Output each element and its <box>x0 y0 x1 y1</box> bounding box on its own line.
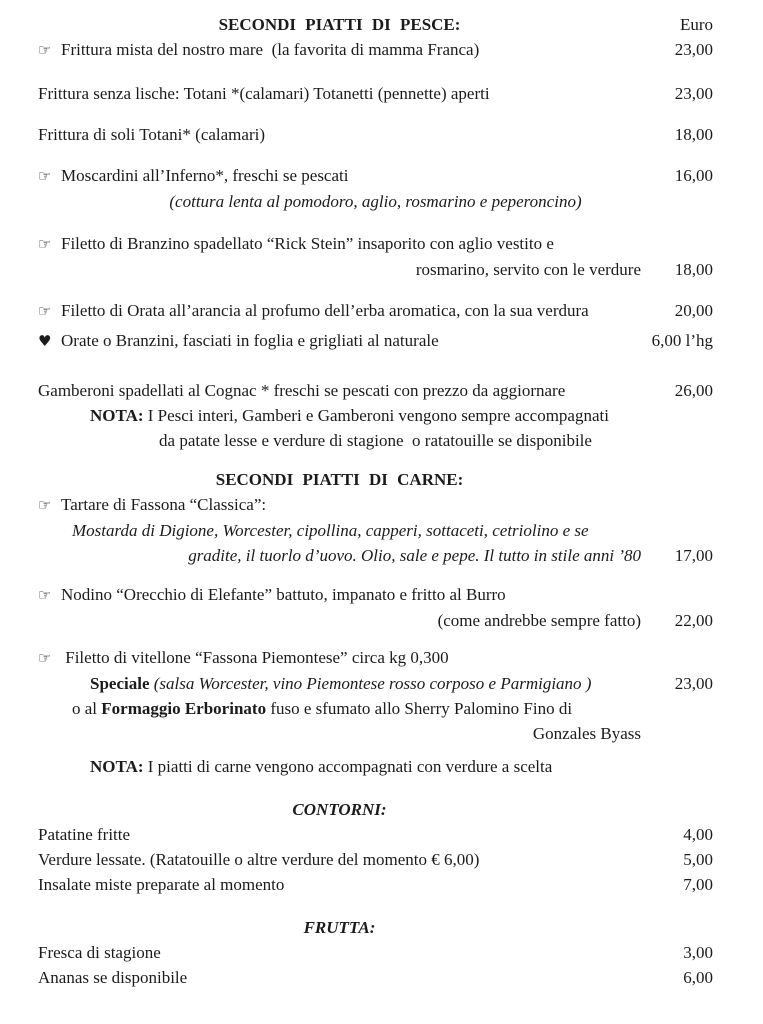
text-segment: Ananas se disponibile <box>38 968 188 987</box>
item-price: 22,00 <box>674 611 713 630</box>
menu-item-line <box>38 940 713 965</box>
menu-item <box>38 822 713 847</box>
item-text <box>38 754 713 779</box>
menu-item <box>38 582 713 633</box>
item-text <box>38 965 641 990</box>
pointing-hand-icon: ☞ <box>38 235 52 253</box>
text-segment: Gonzales Byass <box>532 724 641 743</box>
menu-item-line <box>38 754 713 779</box>
text-segment: Filetto di Branzino spadellato “Rick Stein” insaporito con aglio vestito e <box>61 234 554 253</box>
item-text <box>38 518 713 543</box>
text-segment: Filetto di vitellone “Fassona Piemontese” circa kg 0,300 <box>61 648 449 667</box>
menu-item-line <box>38 37 713 63</box>
menu-item-line <box>38 696 713 721</box>
section-heading-row <box>38 915 713 940</box>
text-segment: (come andrebbe sempre fatto) <box>437 611 641 630</box>
item-text <box>38 163 641 189</box>
text-segment: Frittura di soli Totani* (calamari) <box>38 125 265 144</box>
menu-item-line <box>38 428 713 453</box>
item-price: 17,00 <box>674 546 713 565</box>
text-segment: Moscardini all’Inferno*, freschi se pescati <box>61 166 349 185</box>
menu-item-line <box>38 231 713 257</box>
item-price: 23,00 <box>674 40 713 59</box>
text-segment: Fresca di stagione <box>38 943 161 962</box>
menu-section <box>38 797 713 822</box>
item-text <box>38 37 641 63</box>
menu-item-line <box>38 163 713 189</box>
item-text <box>38 189 713 214</box>
text-segment: da patate lesse e verdure di stagione o ratatouille se disponibile <box>159 431 592 450</box>
item-text <box>38 543 641 568</box>
menu-item <box>38 492 713 568</box>
menu-item <box>38 37 713 63</box>
menu-item <box>38 754 713 779</box>
menu-item-line <box>38 822 713 847</box>
menu-item-line <box>38 543 713 568</box>
item-price: 16,00 <box>674 166 713 185</box>
menu-item <box>38 122 713 147</box>
text-segment: Nodino “Orecchio di Elefante” battuto, impanato e fritto al Burro <box>61 585 506 604</box>
menu-item-line <box>38 81 713 106</box>
item-price: 6,00 <box>683 968 713 987</box>
item-price: 20,00 <box>674 301 713 320</box>
menu-item <box>38 231 713 282</box>
menu-section <box>38 915 713 940</box>
text-segment: (salsa Worcester, vino Piemontese rosso corposo e Parmigiano ) <box>153 674 592 693</box>
menu-item-line <box>38 965 713 990</box>
menu-item <box>38 298 713 324</box>
menu-item-line <box>38 872 713 897</box>
menu-item <box>38 872 713 897</box>
text-segment: Patatine fritte <box>38 825 131 844</box>
menu-item <box>38 163 713 214</box>
pointing-hand-icon: ☞ <box>38 649 52 667</box>
text-segment: Orate o Branzini, fasciati in foglia e grigliati al naturale <box>61 331 439 350</box>
section-heading-row <box>38 797 713 822</box>
item-price: 7,00 <box>683 875 713 894</box>
item-text <box>38 822 641 847</box>
pointing-hand-icon: ☞ <box>38 496 52 514</box>
text-segment: I Pesci interi, Gamberi e Gamberoni vengono sempre accompagnati <box>143 406 609 425</box>
text-segment: Speciale <box>90 674 154 693</box>
item-text <box>38 872 641 897</box>
section-title: SECONDI PIATTI DI CARNE: <box>215 470 464 489</box>
pointing-hand-icon: ☞ <box>38 167 52 185</box>
item-price: 3,00 <box>683 943 713 962</box>
section-title-wrap <box>38 797 641 822</box>
menu-item-line <box>38 492 713 518</box>
item-text <box>38 847 641 872</box>
section-title-wrap <box>38 467 641 492</box>
text-segment: NOTA: <box>90 757 144 776</box>
item-text <box>38 403 713 428</box>
menu-item-line <box>38 257 713 282</box>
currency-header <box>641 467 713 492</box>
menu-item-line <box>38 122 713 147</box>
text-segment: NOTA: <box>90 406 144 425</box>
section-heading-row <box>38 12 713 37</box>
text-segment: Mostarda di Digione, Worcester, cipollina, capperi, sottaceti, cetriolino e se <box>72 521 589 540</box>
menu-item-line <box>38 403 713 428</box>
text-segment: Gamberoni spadellati al Cognac * freschi se pescati con prezzo da aggiornare <box>38 381 566 400</box>
section-title: FRUTTA: <box>303 918 376 937</box>
menu-item-line <box>38 847 713 872</box>
item-price: 18,00 <box>674 125 713 144</box>
menu-item-line <box>38 582 713 608</box>
menu-item <box>38 965 713 990</box>
text-segment: Frittura senza lische: Totani *(calamari) Totanetti (pennette) aperti <box>38 84 490 103</box>
item-text <box>38 257 641 282</box>
item-text <box>38 492 713 518</box>
menu-item-line <box>38 608 713 633</box>
item-text <box>38 696 713 721</box>
item-text <box>38 721 641 746</box>
section-title: SECONDI PIATTI DI PESCE: <box>218 15 461 34</box>
item-price: 23,00 <box>674 84 713 103</box>
item-text <box>38 378 641 403</box>
pointing-hand-icon: ☞ <box>38 302 52 320</box>
menu-item-line <box>38 328 713 354</box>
section-title: CONTORNI: <box>292 800 387 819</box>
text-segment: Formaggio Erborinato <box>101 699 267 718</box>
menu-item-line <box>38 189 713 214</box>
section-title-wrap <box>38 915 641 940</box>
menu-item <box>38 940 713 965</box>
menu-item <box>38 81 713 106</box>
item-price: 4,00 <box>683 825 713 844</box>
currency-header: Euro <box>679 15 713 34</box>
menu-item <box>38 645 713 746</box>
section-heading-row <box>38 467 713 492</box>
menu-item-line <box>38 298 713 324</box>
item-price: 23,00 <box>674 674 713 693</box>
item-text <box>38 328 641 354</box>
item-text <box>38 940 641 965</box>
menu-item-line <box>38 671 713 696</box>
item-text <box>38 122 641 147</box>
item-text <box>38 671 641 696</box>
menu-item-line <box>38 378 713 403</box>
menu-item <box>38 378 713 453</box>
item-price: 5,00 <box>683 850 713 869</box>
item-text <box>38 582 713 608</box>
item-price: 26,00 <box>674 381 713 400</box>
text-segment: gradite, il tuorlo d’uovo. Olio, sale e pepe. Il tutto in stile anni ’80 <box>188 546 641 565</box>
item-text <box>38 298 641 324</box>
text-segment: (cottura lenta al pomodoro, aglio, rosmarino e peperoncino) <box>169 192 582 211</box>
heart-icon: ♥ <box>38 332 52 350</box>
menu-item-line <box>38 721 713 746</box>
menu-item <box>38 328 713 354</box>
menu-section <box>38 12 713 37</box>
item-text <box>38 428 713 453</box>
text-segment: Verdure lessate. (Ratatouille o altre verdure del momento € 6,00) <box>38 850 480 869</box>
section-title-wrap <box>38 12 641 37</box>
item-price: 18,00 <box>674 260 713 279</box>
text-segment: Filetto di Orata all’arancia al profumo dell’erba aromatica, con la sua verdura <box>61 301 589 320</box>
text-segment: Tartare di Fassona “Classica”: <box>61 495 267 514</box>
menu-item-line <box>38 645 713 671</box>
text-segment: I piatti di carne vengono accompagnati con verdure a scelta <box>143 757 553 776</box>
item-price: 6,00 l’hg <box>651 331 713 350</box>
menu-section <box>38 467 713 492</box>
item-text <box>38 231 713 257</box>
pointing-hand-icon: ☞ <box>38 586 52 604</box>
text-segment: Insalate miste preparate al momento <box>38 875 285 894</box>
item-price <box>641 721 713 746</box>
item-text <box>38 645 713 671</box>
item-text <box>38 81 641 106</box>
menu-item <box>38 847 713 872</box>
text-segment: Frittura mista del nostro mare (la favorita di mamma Franca) <box>61 40 480 59</box>
text-segment: rosmarino, servito con le verdure <box>415 260 641 279</box>
text-segment: o al <box>72 699 102 718</box>
currency-header <box>641 797 713 822</box>
menu-item-line <box>38 518 713 543</box>
item-text <box>38 608 641 633</box>
pointing-hand-icon: ☞ <box>38 41 52 59</box>
text-segment: fuso e sfumato allo Sherry Palomino Fino di <box>266 699 573 718</box>
menu-content <box>38 12 713 990</box>
currency-header <box>641 915 713 940</box>
